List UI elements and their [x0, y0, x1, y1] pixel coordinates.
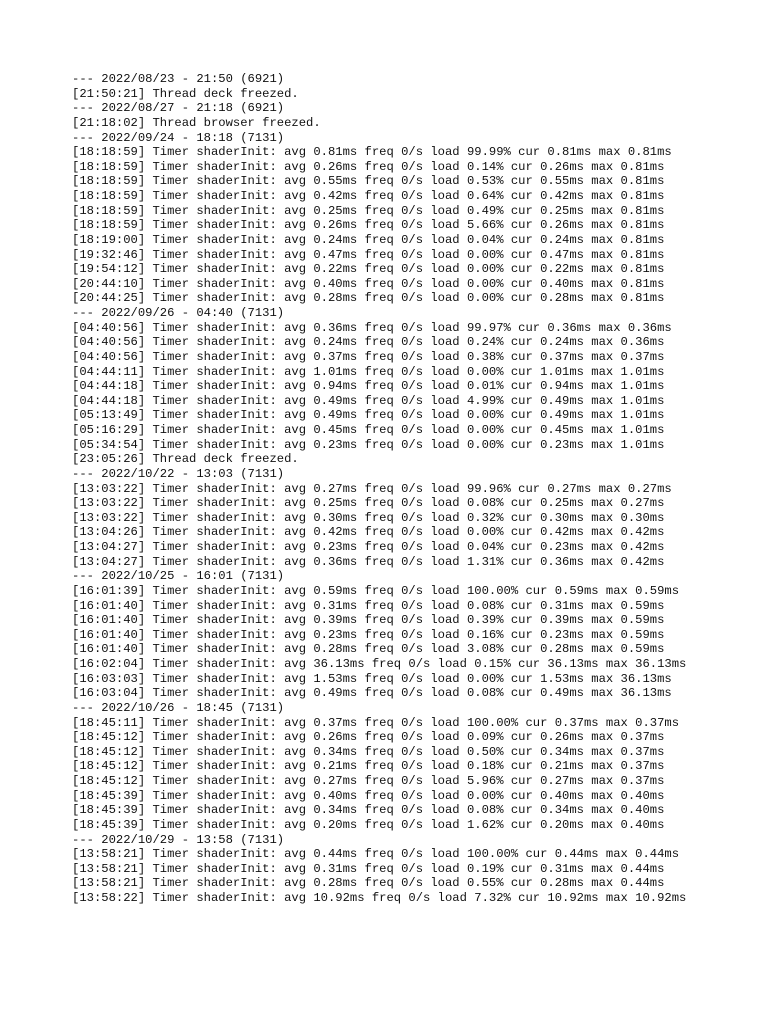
log-line: [04:40:56] Timer shaderInit: avg 0.36ms freq 0/s load 99.97% cur 0.36ms max 0.36ms: [72, 320, 672, 335]
log-text: [72, 72, 712, 906]
log-line: [18:18:59] Timer shaderInit: avg 0.55ms freq 0/s load 0.53% cur 0.55ms max 0.81ms: [72, 174, 665, 189]
log-line: [18:45:39] Timer shaderInit: avg 0.34ms freq 0/s load 0.08% cur 0.34ms max 0.40ms: [72, 803, 665, 818]
log-line: [18:45:12] Timer shaderInit: avg 0.26ms freq 0/s load 0.09% cur 0.26ms max 0.37ms: [72, 730, 665, 745]
log-session-header: --- 2022/08/27 - 21:18 (6921): [72, 101, 285, 116]
log-line: [18:45:12] Timer shaderInit: avg 0.27ms freq 0/s load 5.96% cur 0.27ms max 0.37ms: [72, 774, 665, 788]
log-line: [18:18:59] Timer shaderInit: avg 0.81ms freq 0/s load 99.99% cur 0.81ms max 0.81ms: [72, 145, 672, 160]
log-line: [16:01:40] Timer shaderInit: avg 0.23ms freq 0/s load 0.16% cur 0.23ms max 0.59ms: [72, 627, 665, 642]
log-session-header: --- 2022/10/29 - 13:58 (7131): [72, 832, 285, 847]
log-line: [05:16:29] Timer shaderInit: avg 0.45ms freq 0/s load 0.00% cur 0.45ms max 1.01ms: [72, 423, 665, 437]
log-line: [18:45:39] Timer shaderInit: avg 0.20ms freq 0/s load 1.62% cur 0.20ms max 0.40ms: [72, 817, 665, 832]
log-line: [04:44:11] Timer shaderInit: avg 1.01ms freq 0/s load 0.00% cur 1.01ms max 1.01ms: [72, 364, 665, 379]
log-line: [19:54:12] Timer shaderInit: avg 0.22ms freq 0/s load 0.00% cur 0.22ms max 0.81ms: [72, 262, 665, 277]
log-session-header: --- 2022/10/22 - 13:03 (7131): [72, 466, 285, 481]
log-line: [04:40:56] Timer shaderInit: avg 0.37ms freq 0/s load 0.38% cur 0.37ms max 0.37ms: [72, 349, 665, 364]
log-line: [18:18:59] Timer shaderInit: avg 0.25ms freq 0/s load 0.49% cur 0.25ms max 0.81ms: [72, 203, 665, 218]
log-line: [13:58:21] Timer shaderInit: avg 0.44ms freq 0/s load 100.00% cur 0.44ms max 0.44ms: [72, 847, 680, 862]
log-line: [20:44:25] Timer shaderInit: avg 0.28ms freq 0/s load 0.00% cur 0.28ms max 0.81ms: [72, 291, 665, 306]
log-line: [16:03:03] Timer shaderInit: avg 1.53ms freq 0/s load 0.00% cur 1.53ms max 36.13ms: [72, 671, 672, 686]
log-line: [18:45:11] Timer shaderInit: avg 0.37ms freq 0/s load 100.00% cur 0.37ms max 0.37ms: [72, 715, 680, 730]
log-line: [16:01:40] Timer shaderInit: avg 0.39ms freq 0/s load 0.39% cur 0.39ms max 0.59ms: [72, 613, 665, 628]
log-line: [21:18:02] Thread browser freezed.: [72, 115, 321, 130]
log-line: [18:19:00] Timer shaderInit: avg 0.24ms freq 0/s load 0.04% cur 0.24ms max 0.81ms: [72, 232, 665, 247]
log-line: [18:18:59] Timer shaderInit: avg 0.26ms freq 0/s load 0.14% cur 0.26ms max 0.81ms: [72, 159, 665, 174]
log-line: [21:50:21] Thread deck freezed.: [72, 86, 299, 101]
log-line: [05:13:49] Timer shaderInit: avg 0.49ms freq 0/s load 0.00% cur 0.49ms max 1.01ms: [72, 408, 665, 423]
log-line: [16:01:40] Timer shaderInit: avg 0.31ms freq 0/s load 0.08% cur 0.31ms max 0.59ms: [72, 598, 665, 613]
log-line: [20:44:10] Timer shaderInit: avg 0.40ms freq 0/s load 0.00% cur 0.40ms max 0.81ms: [72, 276, 665, 291]
log-line: [16:01:40] Timer shaderInit: avg 0.28ms freq 0/s load 3.08% cur 0.28ms max 0.59ms: [72, 642, 665, 657]
log-line: [05:34:54] Timer shaderInit: avg 0.23ms freq 0/s load 0.00% cur 0.23ms max 1.01ms: [72, 437, 665, 452]
log-line: [13:04:27] Timer shaderInit: avg 0.23ms freq 0/s load 0.04% cur 0.23ms max 0.42ms: [72, 540, 665, 554]
log-line: [18:45:12] Timer shaderInit: avg 0.34ms freq 0/s load 0.50% cur 0.34ms max 0.37ms: [72, 744, 665, 759]
log-line: [16:01:39] Timer shaderInit: avg 0.59ms freq 0/s load 100.00% cur 0.59ms max 0.59ms: [72, 583, 680, 598]
log-line: [18:45:39] Timer shaderInit: avg 0.40ms freq 0/s load 0.00% cur 0.40ms max 0.40ms: [72, 788, 665, 803]
log-line: [19:32:46] Timer shaderInit: avg 0.47ms freq 0/s load 0.00% cur 0.47ms max 0.81ms: [72, 247, 665, 262]
log-line: [16:02:04] Timer shaderInit: avg 36.13ms freq 0/s load 0.15% cur 36.13ms max 36.13ms: [72, 657, 687, 671]
log-line: [13:58:21] Timer shaderInit: avg 0.31ms freq 0/s load 0.19% cur 0.31ms max 0.44ms: [72, 861, 665, 876]
log-session-header: --- 2022/08/23 - 21:50 (6921): [72, 72, 285, 86]
log-line: [13:03:22] Timer shaderInit: avg 0.25ms freq 0/s load 0.08% cur 0.25ms max 0.27ms: [72, 496, 665, 511]
log-line: [13:03:22] Timer shaderInit: avg 0.30ms freq 0/s load 0.32% cur 0.30ms max 0.30ms: [72, 510, 665, 525]
log-line: [18:18:59] Timer shaderInit: avg 0.42ms freq 0/s load 0.64% cur 0.42ms max 0.81ms: [72, 189, 665, 203]
log-line: [13:04:26] Timer shaderInit: avg 0.42ms freq 0/s load 0.00% cur 0.42ms max 0.42ms: [72, 525, 665, 540]
log-line: [13:58:21] Timer shaderInit: avg 0.28ms freq 0/s load 0.55% cur 0.28ms max 0.44ms: [72, 876, 665, 891]
log-line: [16:03:04] Timer shaderInit: avg 0.49ms freq 0/s load 0.08% cur 0.49ms max 36.13ms: [72, 686, 672, 701]
log-line: [13:03:22] Timer shaderInit: avg 0.27ms freq 0/s load 99.96% cur 0.27ms max 0.27ms: [72, 481, 672, 496]
log-line: [13:04:27] Timer shaderInit: avg 0.36ms freq 0/s load 1.31% cur 0.36ms max 0.42ms: [72, 554, 665, 569]
log-line: [18:45:12] Timer shaderInit: avg 0.21ms freq 0/s load 0.18% cur 0.21ms max 0.37ms: [72, 759, 665, 774]
log-line: [23:05:26] Thread deck freezed.: [72, 452, 299, 467]
log-session-header: --- 2022/09/24 - 18:18 (7131): [72, 130, 285, 145]
log-session-header: --- 2022/09/26 - 04:40 (7131): [72, 306, 285, 320]
log-line: [04:44:18] Timer shaderInit: avg 0.94ms freq 0/s load 0.01% cur 0.94ms max 1.01ms: [72, 379, 665, 394]
log-line: [04:44:18] Timer shaderInit: avg 0.49ms freq 0/s load 4.99% cur 0.49ms max 1.01ms: [72, 393, 665, 408]
log-line: [13:58:22] Timer shaderInit: avg 10.92ms freq 0/s load 7.32% cur 10.92ms max 10.92ms: [72, 891, 687, 905]
log-session-header: --- 2022/10/25 - 16:01 (7131): [72, 569, 285, 584]
log-line: [18:18:59] Timer shaderInit: avg 0.26ms freq 0/s load 5.66% cur 0.26ms max 0.81ms: [72, 218, 665, 233]
log-session-header: --- 2022/10/26 - 18:45 (7131): [72, 700, 285, 715]
log-line: [04:40:56] Timer shaderInit: avg 0.24ms freq 0/s load 0.24% cur 0.24ms max 0.36ms: [72, 335, 665, 350]
